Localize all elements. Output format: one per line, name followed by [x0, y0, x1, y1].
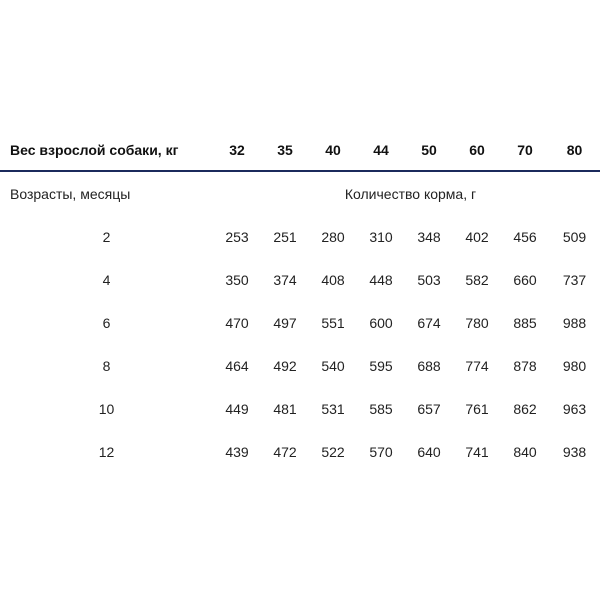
amount-cell: 885 [513, 314, 537, 331]
weight-column-header: 35 [261, 130, 309, 171]
amount-cell: 988 [562, 314, 587, 331]
amount-cell: 674 [417, 314, 441, 331]
amount-cell: 350 [225, 271, 249, 288]
amount-cell: 640 [417, 443, 441, 458]
amount-cell: 464 [225, 357, 249, 374]
age-cell: 6 [102, 314, 111, 331]
amount-cell: 600 [369, 314, 393, 331]
table-row [0, 258, 600, 301]
amount-cell: 570 [369, 443, 393, 458]
amount-cell: 585 [369, 400, 393, 417]
table-row [0, 387, 600, 430]
amount-cell: 439 [225, 443, 249, 458]
weight-column-header: 60 [453, 130, 501, 171]
age-header-label: Возрасты, месяцы [10, 185, 131, 202]
amount-cell: 253 [225, 228, 249, 245]
table-row [0, 215, 600, 258]
feeding-table-container [0, 130, 600, 458]
amount-cell: 531 [321, 400, 345, 417]
amount-cell: 522 [321, 443, 345, 458]
amount-cell: 660 [513, 271, 537, 288]
amount-cell: 657 [417, 400, 441, 417]
weight-header-row [0, 130, 600, 171]
amount-cell: 741 [465, 443, 489, 458]
subheader-row [0, 171, 600, 215]
amount-cell: 862 [513, 400, 537, 417]
amount-cell: 551 [321, 314, 345, 331]
amount-cell: 774 [465, 357, 489, 374]
amount-cell: 448 [369, 271, 393, 288]
amount-cell: 456 [513, 228, 537, 245]
table-row [0, 344, 600, 387]
age-cell: 10 [98, 400, 115, 417]
amount-cell: 470 [225, 314, 249, 331]
amount-cell: 503 [417, 271, 441, 288]
feeding-table [0, 130, 600, 458]
amount-cell: 449 [225, 400, 249, 417]
amount-cell: 481 [273, 400, 297, 417]
weight-column-header: 32 [213, 130, 261, 171]
amount-cell: 780 [465, 314, 489, 331]
amount-cell: 374 [273, 271, 297, 288]
age-cell: 8 [102, 357, 111, 374]
amount-cell: 540 [321, 357, 345, 374]
amount-cell: 737 [562, 271, 587, 288]
amount-cell: 595 [369, 357, 393, 374]
age-cell: 2 [102, 228, 111, 245]
amount-cell: 348 [417, 228, 441, 245]
age-cell: 12 [98, 443, 115, 458]
amount-cell: 688 [417, 357, 441, 374]
age-cell: 4 [102, 271, 111, 288]
weight-header-label: Вес взрослой собаки, кг [0, 130, 213, 171]
amount-cell: 878 [513, 357, 537, 374]
table-row [0, 301, 600, 344]
amount-header-label: Количество корма, г [344, 185, 477, 202]
amount-cell: 402 [465, 228, 489, 245]
amount-cell: 980 [562, 357, 587, 374]
weight-column-header: 44 [357, 130, 405, 171]
weight-column-header: 50 [405, 130, 453, 171]
amount-cell: 408 [321, 271, 345, 288]
amount-cell: 582 [465, 271, 489, 288]
amount-cell: 310 [369, 228, 393, 245]
amount-cell: 761 [465, 400, 489, 417]
amount-cell: 251 [273, 228, 297, 245]
amount-cell: 963 [562, 400, 587, 417]
amount-cell: 509 [562, 228, 587, 245]
table-row [0, 430, 600, 458]
amount-cell: 497 [273, 314, 297, 331]
amount-cell: 938 [562, 443, 587, 458]
amount-cell: 472 [273, 443, 297, 458]
weight-column-header: 40 [309, 130, 357, 171]
amount-cell: 840 [513, 443, 537, 458]
amount-cell: 280 [321, 228, 345, 245]
amount-cell: 492 [273, 357, 297, 374]
weight-column-header: 80 [549, 130, 600, 171]
weight-column-header: 70 [501, 130, 549, 171]
